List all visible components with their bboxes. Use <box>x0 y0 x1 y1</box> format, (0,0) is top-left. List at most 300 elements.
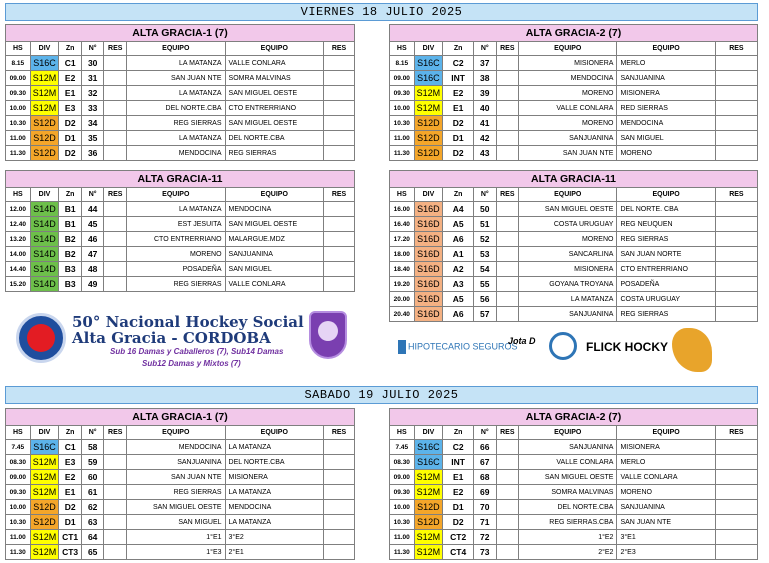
match-time: 11.30 <box>6 545 31 560</box>
match-time: 18.40 <box>390 262 415 277</box>
result-2 <box>715 530 757 545</box>
match-number: 73 <box>474 545 497 560</box>
match-number: 54 <box>474 262 497 277</box>
header-div: DIV <box>30 188 59 202</box>
division-badge: S16D <box>414 292 443 307</box>
match-time: 10.00 <box>6 101 31 116</box>
zone-code: A5 <box>443 292 474 307</box>
team-away: DEL NORTE. CBA <box>617 202 715 217</box>
header-hs: HS <box>6 42 31 56</box>
division-badge: S12M <box>30 530 59 545</box>
team-home: 1°E2 <box>519 530 617 545</box>
result-1 <box>496 470 519 485</box>
event-categories-line1: Sub 16 Damas y Caballeros (7), Sub14 Damas <box>110 347 284 356</box>
result-1 <box>104 146 127 161</box>
schedule-table <box>5 170 355 292</box>
table-row <box>390 101 758 116</box>
table-row <box>6 515 355 530</box>
result-1 <box>104 515 127 530</box>
header-equipo-1: EQUIPO <box>127 188 226 202</box>
division-badge: S12M <box>414 86 443 101</box>
division-badge: S16C <box>414 71 443 86</box>
table-row <box>390 116 758 131</box>
match-number: 31 <box>81 71 104 86</box>
team-home: SAN MIGUEL OESTE <box>519 470 617 485</box>
team-away: VALLE CONLARA <box>225 277 324 292</box>
result-2 <box>715 217 757 232</box>
schedule-table <box>389 170 758 322</box>
team-home: REG SIERRAS <box>127 485 226 500</box>
match-number: 63 <box>81 515 104 530</box>
match-time: 10.00 <box>6 500 31 515</box>
match-number: 57 <box>474 307 497 322</box>
header-number: N° <box>474 426 497 440</box>
table-row <box>390 232 758 247</box>
table-row <box>390 307 758 322</box>
team-away: MERLO <box>617 455 715 470</box>
result-2 <box>715 262 757 277</box>
match-time: 7.45 <box>6 440 31 455</box>
zone-code: C1 <box>59 56 82 71</box>
column-header-row <box>390 42 758 56</box>
result-2 <box>715 545 757 560</box>
team-away: LA MATANZA <box>225 515 324 530</box>
result-2 <box>715 292 757 307</box>
match-number: 70 <box>474 500 497 515</box>
zone-code: A3 <box>443 277 474 292</box>
match-time: 10.30 <box>390 116 415 131</box>
team-home: REG SIERRAS <box>127 116 226 131</box>
event-categories-line2: Sub12 Damas y Mixtos (7) <box>142 359 241 368</box>
result-2 <box>324 247 355 262</box>
team-home: MORENO <box>519 116 617 131</box>
match-number: 47 <box>81 247 104 262</box>
table-friday-alta-gracia-11-b <box>389 170 758 322</box>
division-badge: S12M <box>414 101 443 116</box>
table-row <box>390 217 758 232</box>
result-2 <box>715 515 757 530</box>
match-time: 8.15 <box>390 56 415 71</box>
event-subtitle: Alta Gracia - CORDOBA <box>72 329 271 347</box>
division-badge: S12D <box>414 131 443 146</box>
match-time: 11.30 <box>390 545 415 560</box>
match-time: 14.00 <box>6 247 31 262</box>
table-row <box>6 56 355 71</box>
match-time: 7.45 <box>390 440 415 455</box>
zone-code: E2 <box>59 470 82 485</box>
header-hs: HS <box>390 426 415 440</box>
header-equipo-2: EQUIPO <box>225 188 324 202</box>
table-row <box>390 71 758 86</box>
match-number: 41 <box>474 116 497 131</box>
match-number: 71 <box>474 515 497 530</box>
team-away: LA MATANZA <box>225 485 324 500</box>
header-hs: HS <box>6 426 31 440</box>
table-friday-alta-gracia-1 <box>5 24 355 161</box>
team-away: SAN JUAN NTE <box>617 515 715 530</box>
team-away: REG SIERRAS <box>617 307 715 322</box>
team-home: GOYANA TROYANA <box>519 277 617 292</box>
team-home: SANCARLINA <box>519 247 617 262</box>
result-1 <box>496 86 519 101</box>
header-equipo-1: EQUIPO <box>519 188 617 202</box>
team-away: 2°E3 <box>617 545 715 560</box>
result-1 <box>496 217 519 232</box>
header-zn: Zn <box>59 42 82 56</box>
division-badge: S12D <box>414 515 443 530</box>
result-1 <box>104 101 127 116</box>
result-1 <box>104 247 127 262</box>
result-2 <box>324 146 355 161</box>
result-1 <box>104 202 127 217</box>
match-time: 10.30 <box>6 515 31 530</box>
team-home: EST JESUITA <box>127 217 226 232</box>
schedule-table <box>5 24 355 161</box>
team-away: REG SIERRAS <box>617 232 715 247</box>
result-2 <box>715 247 757 262</box>
match-number: 61 <box>81 485 104 500</box>
match-time: 20.00 <box>390 292 415 307</box>
table-title: ALTA GRACIA-1 (7) <box>6 409 355 426</box>
division-badge: S12D <box>414 500 443 515</box>
division-badge: S12D <box>30 131 59 146</box>
sponsor-hipotecario: HIPOTECARIO SEGUROS <box>398 340 518 354</box>
division-badge: S14D <box>30 217 59 232</box>
match-time: 11.00 <box>390 131 415 146</box>
event-banner <box>10 305 355 373</box>
result-2 <box>324 101 355 116</box>
table-row <box>6 500 355 515</box>
result-2 <box>324 277 355 292</box>
result-1 <box>104 56 127 71</box>
team-away: POSADEÑA <box>617 277 715 292</box>
team-away: REG NEUQUEN <box>617 217 715 232</box>
match-time: 15.20 <box>6 277 31 292</box>
table-row <box>6 277 355 292</box>
match-number: 49 <box>81 277 104 292</box>
header-hs: HS <box>390 42 415 56</box>
result-1 <box>496 247 519 262</box>
match-time: 14.40 <box>6 262 31 277</box>
header-equipo-2: EQUIPO <box>225 42 324 56</box>
header-number: N° <box>81 42 104 56</box>
table-row <box>390 455 758 470</box>
result-1 <box>104 545 127 560</box>
result-2 <box>324 232 355 247</box>
result-2 <box>715 56 757 71</box>
match-time: 09.30 <box>390 86 415 101</box>
division-badge: S12M <box>414 530 443 545</box>
result-1 <box>496 262 519 277</box>
match-number: 53 <box>474 247 497 262</box>
header-res-2: RES <box>715 42 757 56</box>
result-1 <box>104 116 127 131</box>
match-time: 11.30 <box>6 146 31 161</box>
team-away: MISIONERA <box>617 440 715 455</box>
team-home: CTO ENTRERRIANO <box>127 232 226 247</box>
team-away: SOMRA MALVINAS <box>225 71 324 86</box>
table-row <box>6 86 355 101</box>
zone-code: D2 <box>59 146 82 161</box>
result-2 <box>715 307 757 322</box>
match-time: 10.30 <box>6 116 31 131</box>
team-home: POSADEÑA <box>127 262 226 277</box>
result-1 <box>104 262 127 277</box>
table-row <box>6 247 355 262</box>
zone-code: D2 <box>59 116 82 131</box>
team-home: VALLE CONLARA <box>519 455 617 470</box>
header-res: RES <box>496 426 519 440</box>
table-row <box>6 440 355 455</box>
result-2 <box>324 202 355 217</box>
match-time: 09.00 <box>6 71 31 86</box>
sponsor-mascot-logo-icon <box>672 328 712 372</box>
team-home: SANJUANINA <box>519 131 617 146</box>
team-away: SAN MIGUEL OESTE <box>225 217 324 232</box>
match-time: 09.00 <box>6 470 31 485</box>
table-title: ALTA GRACIA-2 (7) <box>390 25 758 42</box>
result-1 <box>104 277 127 292</box>
team-away: SAN MIGUEL OESTE <box>225 116 324 131</box>
result-2 <box>324 116 355 131</box>
table-saturday-alta-gracia-2 <box>389 408 758 560</box>
zone-code: CT2 <box>443 530 474 545</box>
zone-code: D1 <box>443 131 474 146</box>
match-time: 16.00 <box>390 202 415 217</box>
header-res-2: RES <box>324 188 355 202</box>
team-away: COSTA URUGUAY <box>617 292 715 307</box>
division-badge: S16C <box>414 455 443 470</box>
table-row <box>6 131 355 146</box>
match-number: 46 <box>81 232 104 247</box>
team-away: SANJUANINA <box>225 247 324 262</box>
header-hs: HS <box>390 188 415 202</box>
match-number: 33 <box>81 101 104 116</box>
header-zn: Zn <box>443 42 474 56</box>
zone-code: C1 <box>59 440 82 455</box>
table-row <box>390 530 758 545</box>
header-equipo-2: EQUIPO <box>617 42 715 56</box>
header-equipo-1: EQUIPO <box>127 42 226 56</box>
zone-code: B3 <box>59 277 82 292</box>
result-1 <box>496 292 519 307</box>
team-away: MENDOCINA <box>225 202 324 217</box>
result-1 <box>496 307 519 322</box>
header-div: DIV <box>414 188 443 202</box>
zone-code: CT4 <box>443 545 474 560</box>
match-time: 09.30 <box>6 485 31 500</box>
result-1 <box>104 71 127 86</box>
team-home: LA MATANZA <box>127 131 226 146</box>
team-away: LA MATANZA <box>225 440 324 455</box>
zone-code: INT <box>443 71 474 86</box>
result-2 <box>324 131 355 146</box>
team-away: VALLE CONLARA <box>225 56 324 71</box>
match-number: 48 <box>81 262 104 277</box>
division-badge: S12M <box>30 71 59 86</box>
header-res: RES <box>104 42 127 56</box>
result-2 <box>715 101 757 116</box>
team-away: CTO ENTRERRIANO <box>225 101 324 116</box>
division-badge: S14D <box>30 247 59 262</box>
table-row <box>6 470 355 485</box>
match-number: 44 <box>81 202 104 217</box>
tournament-shield-icon <box>309 311 347 359</box>
result-1 <box>104 86 127 101</box>
zone-code: D2 <box>443 116 474 131</box>
division-badge: S12D <box>414 146 443 161</box>
team-away: VALLE CONLARA <box>617 470 715 485</box>
match-time: 8.15 <box>6 56 31 71</box>
header-res: RES <box>496 188 519 202</box>
match-number: 30 <box>81 56 104 71</box>
division-badge: S12D <box>414 116 443 131</box>
header-res-2: RES <box>715 426 757 440</box>
header-equipo-2: EQUIPO <box>617 188 715 202</box>
result-1 <box>104 530 127 545</box>
team-away: CTO ENTRERRIANO <box>617 262 715 277</box>
match-number: 67 <box>474 455 497 470</box>
table-row <box>6 116 355 131</box>
result-2 <box>715 202 757 217</box>
team-home: LA MATANZA <box>127 202 226 217</box>
team-home: SAN MIGUEL <box>127 515 226 530</box>
match-number: 37 <box>474 56 497 71</box>
division-badge: S16C <box>414 440 443 455</box>
column-header-row <box>6 188 355 202</box>
header-div: DIV <box>414 426 443 440</box>
division-badge: S12D <box>30 515 59 530</box>
zone-code: D2 <box>59 500 82 515</box>
match-time: 09.30 <box>6 86 31 101</box>
column-header-row <box>390 426 758 440</box>
header-hs: HS <box>6 188 31 202</box>
zone-code: A2 <box>443 262 474 277</box>
team-home: 2°E2 <box>519 545 617 560</box>
zone-code: A6 <box>443 232 474 247</box>
result-2 <box>324 515 355 530</box>
match-number: 52 <box>474 232 497 247</box>
division-badge: S12M <box>30 86 59 101</box>
division-badge: S12M <box>30 455 59 470</box>
result-2 <box>324 56 355 71</box>
table-row <box>6 485 355 500</box>
result-1 <box>496 116 519 131</box>
division-badge: S16D <box>414 217 443 232</box>
division-badge: S12M <box>414 485 443 500</box>
match-number: 66 <box>474 440 497 455</box>
team-home: 1°E1 <box>127 530 226 545</box>
result-1 <box>496 202 519 217</box>
result-2 <box>324 545 355 560</box>
table-saturday-alta-gracia-1 <box>5 408 355 560</box>
table-title: ALTA GRACIA-2 (7) <box>390 409 758 426</box>
header-res-2: RES <box>324 42 355 56</box>
table-row <box>390 292 758 307</box>
sponsor-strip <box>394 326 764 374</box>
result-1 <box>496 71 519 86</box>
division-badge: S12M <box>30 101 59 116</box>
division-badge: S12D <box>30 116 59 131</box>
team-away: RED SIERRAS <box>617 101 715 116</box>
division-badge: S16D <box>414 277 443 292</box>
result-2 <box>715 440 757 455</box>
table-row <box>390 56 758 71</box>
table-row <box>390 146 758 161</box>
team-away: MENDOCINA <box>225 500 324 515</box>
team-away: 2°E1 <box>225 545 324 560</box>
header-equipo-2: EQUIPO <box>617 426 715 440</box>
team-home: SOMRA MALVINAS <box>519 485 617 500</box>
team-away: MORENO <box>617 485 715 500</box>
match-time: 08.30 <box>6 455 31 470</box>
table-row <box>390 202 758 217</box>
match-number: 64 <box>81 530 104 545</box>
result-2 <box>324 500 355 515</box>
team-home: SANJUANINA <box>519 440 617 455</box>
table-row <box>390 247 758 262</box>
division-badge: S12M <box>414 470 443 485</box>
team-away: SAN MIGUEL <box>617 131 715 146</box>
match-number: 51 <box>474 217 497 232</box>
header-number: N° <box>81 188 104 202</box>
zone-code: B1 <box>59 217 82 232</box>
zone-code: A5 <box>443 217 474 232</box>
day-header-saturday: SABADO 19 JULIO 2025 <box>5 386 758 404</box>
division-badge: S16D <box>414 307 443 322</box>
match-number: 40 <box>474 101 497 116</box>
match-number: 65 <box>81 545 104 560</box>
division-badge: S16C <box>414 56 443 71</box>
table-title: ALTA GRACIA-11 <box>6 171 355 188</box>
team-away: SAN JUAN NORTE <box>617 247 715 262</box>
zone-code: D1 <box>59 131 82 146</box>
division-badge: S14D <box>30 262 59 277</box>
team-home: SANJUANINA <box>127 455 226 470</box>
team-home: LA MATANZA <box>127 56 226 71</box>
match-time: 13.20 <box>6 232 31 247</box>
team-away: DEL NORTE.CBA <box>225 455 324 470</box>
header-div: DIV <box>30 426 59 440</box>
match-time: 12.00 <box>6 202 31 217</box>
match-time: 09.00 <box>390 470 415 485</box>
division-badge: S16D <box>414 232 443 247</box>
header-equipo-2: EQUIPO <box>225 426 324 440</box>
table-row <box>390 515 758 530</box>
result-1 <box>496 131 519 146</box>
match-time: 12.40 <box>6 217 31 232</box>
sponsor-flick: FLICK HOCKY <box>586 340 668 354</box>
result-2 <box>715 455 757 470</box>
result-1 <box>104 500 127 515</box>
zone-code: B2 <box>59 247 82 262</box>
table-row <box>6 455 355 470</box>
zone-code: D1 <box>443 500 474 515</box>
division-badge: S16D <box>414 202 443 217</box>
team-away: SAN MIGUEL <box>225 262 324 277</box>
result-2 <box>715 146 757 161</box>
result-1 <box>496 515 519 530</box>
division-badge: S14D <box>30 277 59 292</box>
result-1 <box>104 131 127 146</box>
division-badge: S14D <box>30 232 59 247</box>
day-header-friday: VIERNES 18 JULIO 2025 <box>5 3 758 21</box>
table-row <box>390 131 758 146</box>
team-home: DEL NORTE.CBA <box>127 101 226 116</box>
division-badge: S16C <box>30 440 59 455</box>
match-number: 38 <box>474 71 497 86</box>
team-away: MISIONERA <box>225 470 324 485</box>
